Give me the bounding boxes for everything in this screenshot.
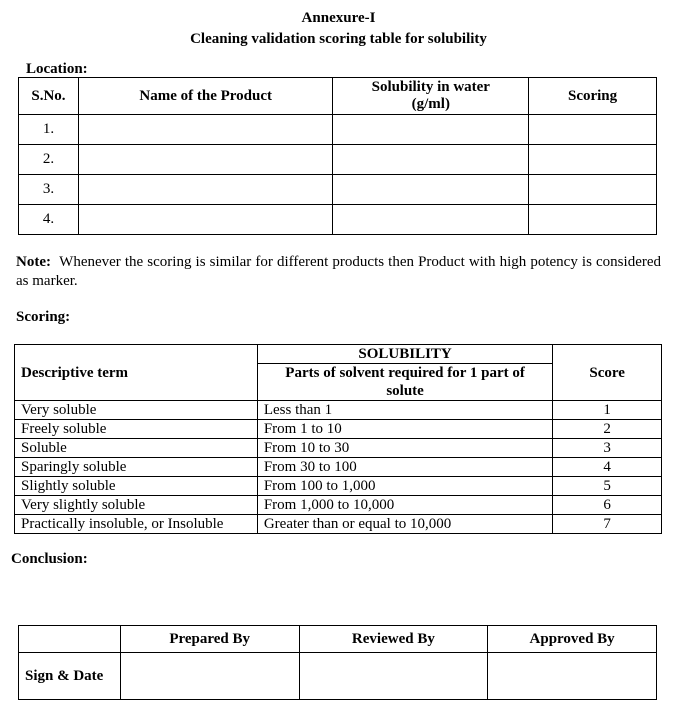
sno-header: S.No.	[19, 78, 79, 115]
prepared-by-sign-cell[interactable]	[120, 653, 299, 700]
reviewed-by-sign-cell[interactable]	[299, 653, 488, 700]
parts-header-line1: Parts of solvent required for 1 part of	[285, 365, 525, 381]
term-cell: Sparingly soluble	[15, 458, 258, 477]
score-cell: 7	[553, 515, 662, 534]
product-name-cell[interactable]	[78, 175, 333, 205]
solubility-cell[interactable]	[333, 205, 529, 235]
term-cell: Very soluble	[15, 401, 258, 420]
signature-corner-cell	[19, 626, 121, 653]
parts-cell: From 1,000 to 10,000	[257, 496, 553, 515]
sno-cell: 4.	[19, 205, 79, 235]
product-name-cell[interactable]	[78, 205, 333, 235]
score-cell: 3	[553, 439, 662, 458]
parts-cell: From 100 to 1,000	[257, 477, 553, 496]
sno-cell: 3.	[19, 175, 79, 205]
score-cell: 6	[553, 496, 662, 515]
product-table-header	[19, 78, 657, 115]
solubility-header	[333, 78, 529, 115]
parts-header	[257, 364, 553, 401]
note-label: Note:	[16, 254, 51, 270]
reviewed-by-header: Reviewed By	[299, 626, 488, 653]
sno-cell: 1.	[19, 115, 79, 145]
table-row	[19, 205, 657, 235]
score-header: Score	[553, 355, 662, 392]
score-cell: 2	[553, 420, 662, 439]
table-row	[15, 496, 662, 515]
solubility-header-row	[15, 364, 662, 401]
term-cell: Very slightly soluble	[15, 496, 258, 515]
sign-date-label: Sign & Date	[19, 653, 121, 700]
conclusion-label: Conclusion:	[11, 551, 88, 567]
table-row	[15, 458, 662, 477]
term-cell: Slightly soluble	[15, 477, 258, 496]
solubility-cell[interactable]	[333, 175, 529, 205]
product-name-cell[interactable]	[78, 145, 333, 175]
parts-cell: From 30 to 100	[257, 458, 553, 477]
approved-by-sign-cell[interactable]	[488, 653, 657, 700]
note-text: Whenever the scoring is similar for different products then Product with high potency is considered as marker.	[16, 254, 661, 289]
table-row	[19, 145, 657, 175]
term-cell: Soluble	[15, 439, 258, 458]
table-row	[19, 115, 657, 145]
solubility-table	[14, 344, 662, 534]
product-table	[18, 77, 657, 235]
scoring-cell[interactable]	[529, 115, 657, 145]
parts-cell: Less than 1	[257, 401, 553, 420]
table-row	[15, 401, 662, 420]
signature-row	[19, 653, 657, 700]
location-label: Location:	[26, 61, 88, 77]
parts-cell: From 1 to 10	[257, 420, 553, 439]
signature-header-row	[19, 626, 657, 653]
parts-cell: Greater than or equal to 10,000	[257, 515, 553, 534]
prepared-by-header: Prepared By	[120, 626, 299, 653]
table-row	[15, 477, 662, 496]
table-row	[19, 175, 657, 205]
score-cell: 4	[553, 458, 662, 477]
approved-by-header: Approved By	[488, 626, 657, 653]
solubility-cell[interactable]	[333, 115, 529, 145]
scoring-header: Scoring	[529, 78, 657, 115]
term-cell: Freely soluble	[15, 420, 258, 439]
product-name-header: Name of the Product	[78, 78, 333, 115]
descriptive-term-header: Descriptive term	[15, 355, 258, 392]
signature-table	[18, 625, 657, 700]
annexure-heading: Annexure-I	[301, 10, 376, 26]
solubility-header-line1: Solubility in water	[371, 79, 490, 95]
table-row	[15, 439, 662, 458]
scoring-cell[interactable]	[529, 175, 657, 205]
page-title: Cleaning validation scoring table for solubility	[190, 31, 487, 47]
score-cell: 5	[553, 477, 662, 496]
scoring-label: Scoring:	[16, 309, 71, 325]
parts-header-line2: solute	[386, 383, 424, 399]
solubility-header-line2: (g/ml)	[411, 96, 450, 112]
scoring-cell[interactable]	[529, 205, 657, 235]
table-row	[15, 515, 662, 534]
note-paragraph	[16, 253, 661, 291]
term-cell: Practically insoluble, or Insoluble	[15, 515, 258, 534]
solubility-cell[interactable]	[333, 145, 529, 175]
product-name-cell[interactable]	[78, 115, 333, 145]
sno-cell: 2.	[19, 145, 79, 175]
scoring-cell[interactable]	[529, 145, 657, 175]
solubility-group-header: SOLUBILITY	[257, 345, 553, 364]
score-cell: 1	[553, 401, 662, 420]
table-row	[15, 420, 662, 439]
parts-cell: From 10 to 30	[257, 439, 553, 458]
